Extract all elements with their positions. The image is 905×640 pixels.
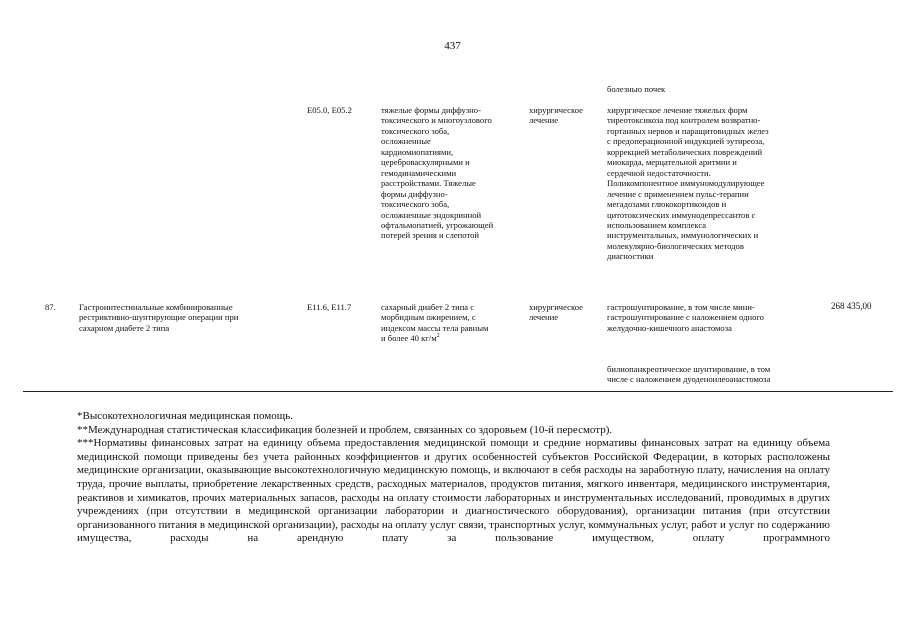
row-e05-method-line: сердечной недостаточности.	[607, 167, 711, 178]
continuation-treatment: болезнью почек	[607, 84, 666, 94]
row-e05-method-line: молекулярно-биологических методов	[607, 240, 744, 251]
row-e05-model-line: токсического и многоузлового	[381, 115, 492, 126]
row-87-codes: E11.6, E11.7	[307, 302, 352, 312]
row-87-model-line: индексом массы тела равным	[381, 322, 489, 333]
row-87-model-last	[381, 333, 488, 343]
row-e05-model-line: осложненные	[381, 136, 431, 147]
row-e05-type	[529, 105, 603, 126]
row-e05-method	[607, 105, 769, 262]
row-e05-method-line: коррекцией метаболических повреждений	[607, 146, 763, 157]
row-e05-method-line: гортанных нервов и паращитовидных желез	[607, 125, 769, 136]
row-87-method-1-line: гастрошунтирование, в том числе мини-	[607, 302, 755, 312]
page-number: 437	[444, 40, 461, 52]
row-87-model-line: сахарный диабет 2 типа с	[381, 302, 475, 312]
row-87-name	[79, 302, 238, 333]
row-e05-model-line: формы диффузно-	[381, 188, 448, 199]
row-e05-method-line: Поликомпонентное иммуномодулирующее	[607, 178, 765, 189]
row-e05-model-line: потерей зрения и слепотой	[381, 230, 480, 241]
footnote-1: *Высокотехнологичная медицинская помощь.	[77, 410, 294, 422]
row-e05-model-line: гемодинамическими	[381, 167, 457, 178]
row-e05-method-line: хирургическое лечение тяжелых форм	[607, 105, 748, 115]
row-e05-codes: E05.0, E05.2	[307, 105, 352, 115]
row-e05-type-text: хирургическое лечение	[529, 105, 583, 126]
row-87-method-2-line: числе с наложением дуоденоилеоанастомоза	[607, 374, 771, 385]
row-87-model-line: морбидным ожирением, с	[381, 312, 476, 323]
footnote-2: **Международная статистическая классификация болезней и проблем, связанных со здоровьем (10-й пересмотр).	[77, 423, 613, 436]
row-87-model-last-text: и более 40 кг/м	[381, 333, 437, 344]
row-87-number: 87.	[45, 302, 56, 312]
row-87-method-2	[607, 364, 770, 385]
row-e05-method-line: с предоперационной индукцией эутиреоза,	[607, 136, 765, 147]
row-87-method-1-line: гастрошунтирование с наложением одного	[607, 312, 764, 323]
row-e05-method-line: тиреотоксикоза под контролем возвратно-	[607, 115, 761, 126]
row-87-name-line: Гастроинтестинальные комбинированные	[79, 302, 233, 312]
row-e05-model-line: кардиомиопатиями,	[381, 146, 454, 157]
row-e05-model-line: тяжелые формы диффузно-	[381, 105, 481, 115]
row-e05-method-line: использованием комплекса	[607, 219, 707, 230]
row-e05-method-line: миокарда, мерцательной аритмии и	[607, 157, 737, 168]
row-e05-method-line: диагностики	[607, 251, 654, 262]
row-e05-method-line: мегадозами глюкокортикоидов и	[607, 199, 727, 210]
row-87-model	[381, 302, 488, 344]
row-e05-model-line: токсического зоба,	[381, 125, 450, 136]
row-e05-model-line: расстройствами. Тяжелые	[381, 178, 476, 189]
row-87-method-2-line: билиопанкреотическое шунтирование, в том	[607, 364, 771, 374]
row-e05-method-line: инструментальных, иммунологических и	[607, 230, 759, 241]
row-87-price: 268 435,00	[831, 301, 872, 311]
row-e05-model-line: офтальмопатией, угрожающей	[381, 219, 494, 230]
row-87-type-text: хирургическое лечение	[529, 302, 583, 323]
table-bottom-rule	[23, 391, 893, 392]
footnotes	[77, 410, 830, 546]
row-e05-method-line: лечение с применением пульс-терапии	[607, 188, 749, 199]
row-e05-method-line: цитотоксических иммунодепрессантов с	[607, 209, 756, 220]
row-87-method-1-line: желудочно-кишечного анастомоза	[607, 322, 732, 333]
row-87-name-line: рестриктивно-шунтирующие операции при	[79, 312, 239, 323]
footnote-3: ***Нормативы финансовых затрат на единицу объема предоставления медицинской помощи и средние нормативы финансовых затрат на единицу объема медицинской помощи приведены без учета районных коэффициентов и других особенностей субъектов Российской Федерации, в которых расположены медицинские организации, оказывающие высокотехнологичную медицинскую помощь, и включают в себя расходы на заработную плату, начисления на оплату труда, прочие выплаты, приобретение лекарственных средств, расходных материалов, продуктов питания, мягкого инвентаря, медицинского инструментария, реактивов и химикатов, прочих материальных запасов, расходы на оплату стоимости лабораторных и инструментальных исследований, проводимых в других учреждениях (при отсутствии в медицинской организации лаборатории и диагностического оборудования), организации питания (при отсутствии организованного питания в медицинской организации), расходы на оплату услуг связи, транспортных услуг, коммунальных услуг, работ и услуг по содержанию имущества, расходы на арендную плату за пользование имуществом, оплату программного	[77, 437, 830, 545]
row-87-type	[529, 302, 603, 323]
row-87-name-line: сахарном диабете 2 типа	[79, 322, 170, 333]
row-e05-model	[381, 105, 493, 241]
row-87-method-1	[607, 302, 764, 333]
row-87-model-sup: 2	[436, 333, 440, 340]
row-e05-model-line: токсического зоба,	[381, 199, 450, 210]
row-e05-model-line: цереброваскулярными и	[381, 157, 470, 168]
row-e05-model-line: осложненные эндокринной	[381, 209, 482, 220]
